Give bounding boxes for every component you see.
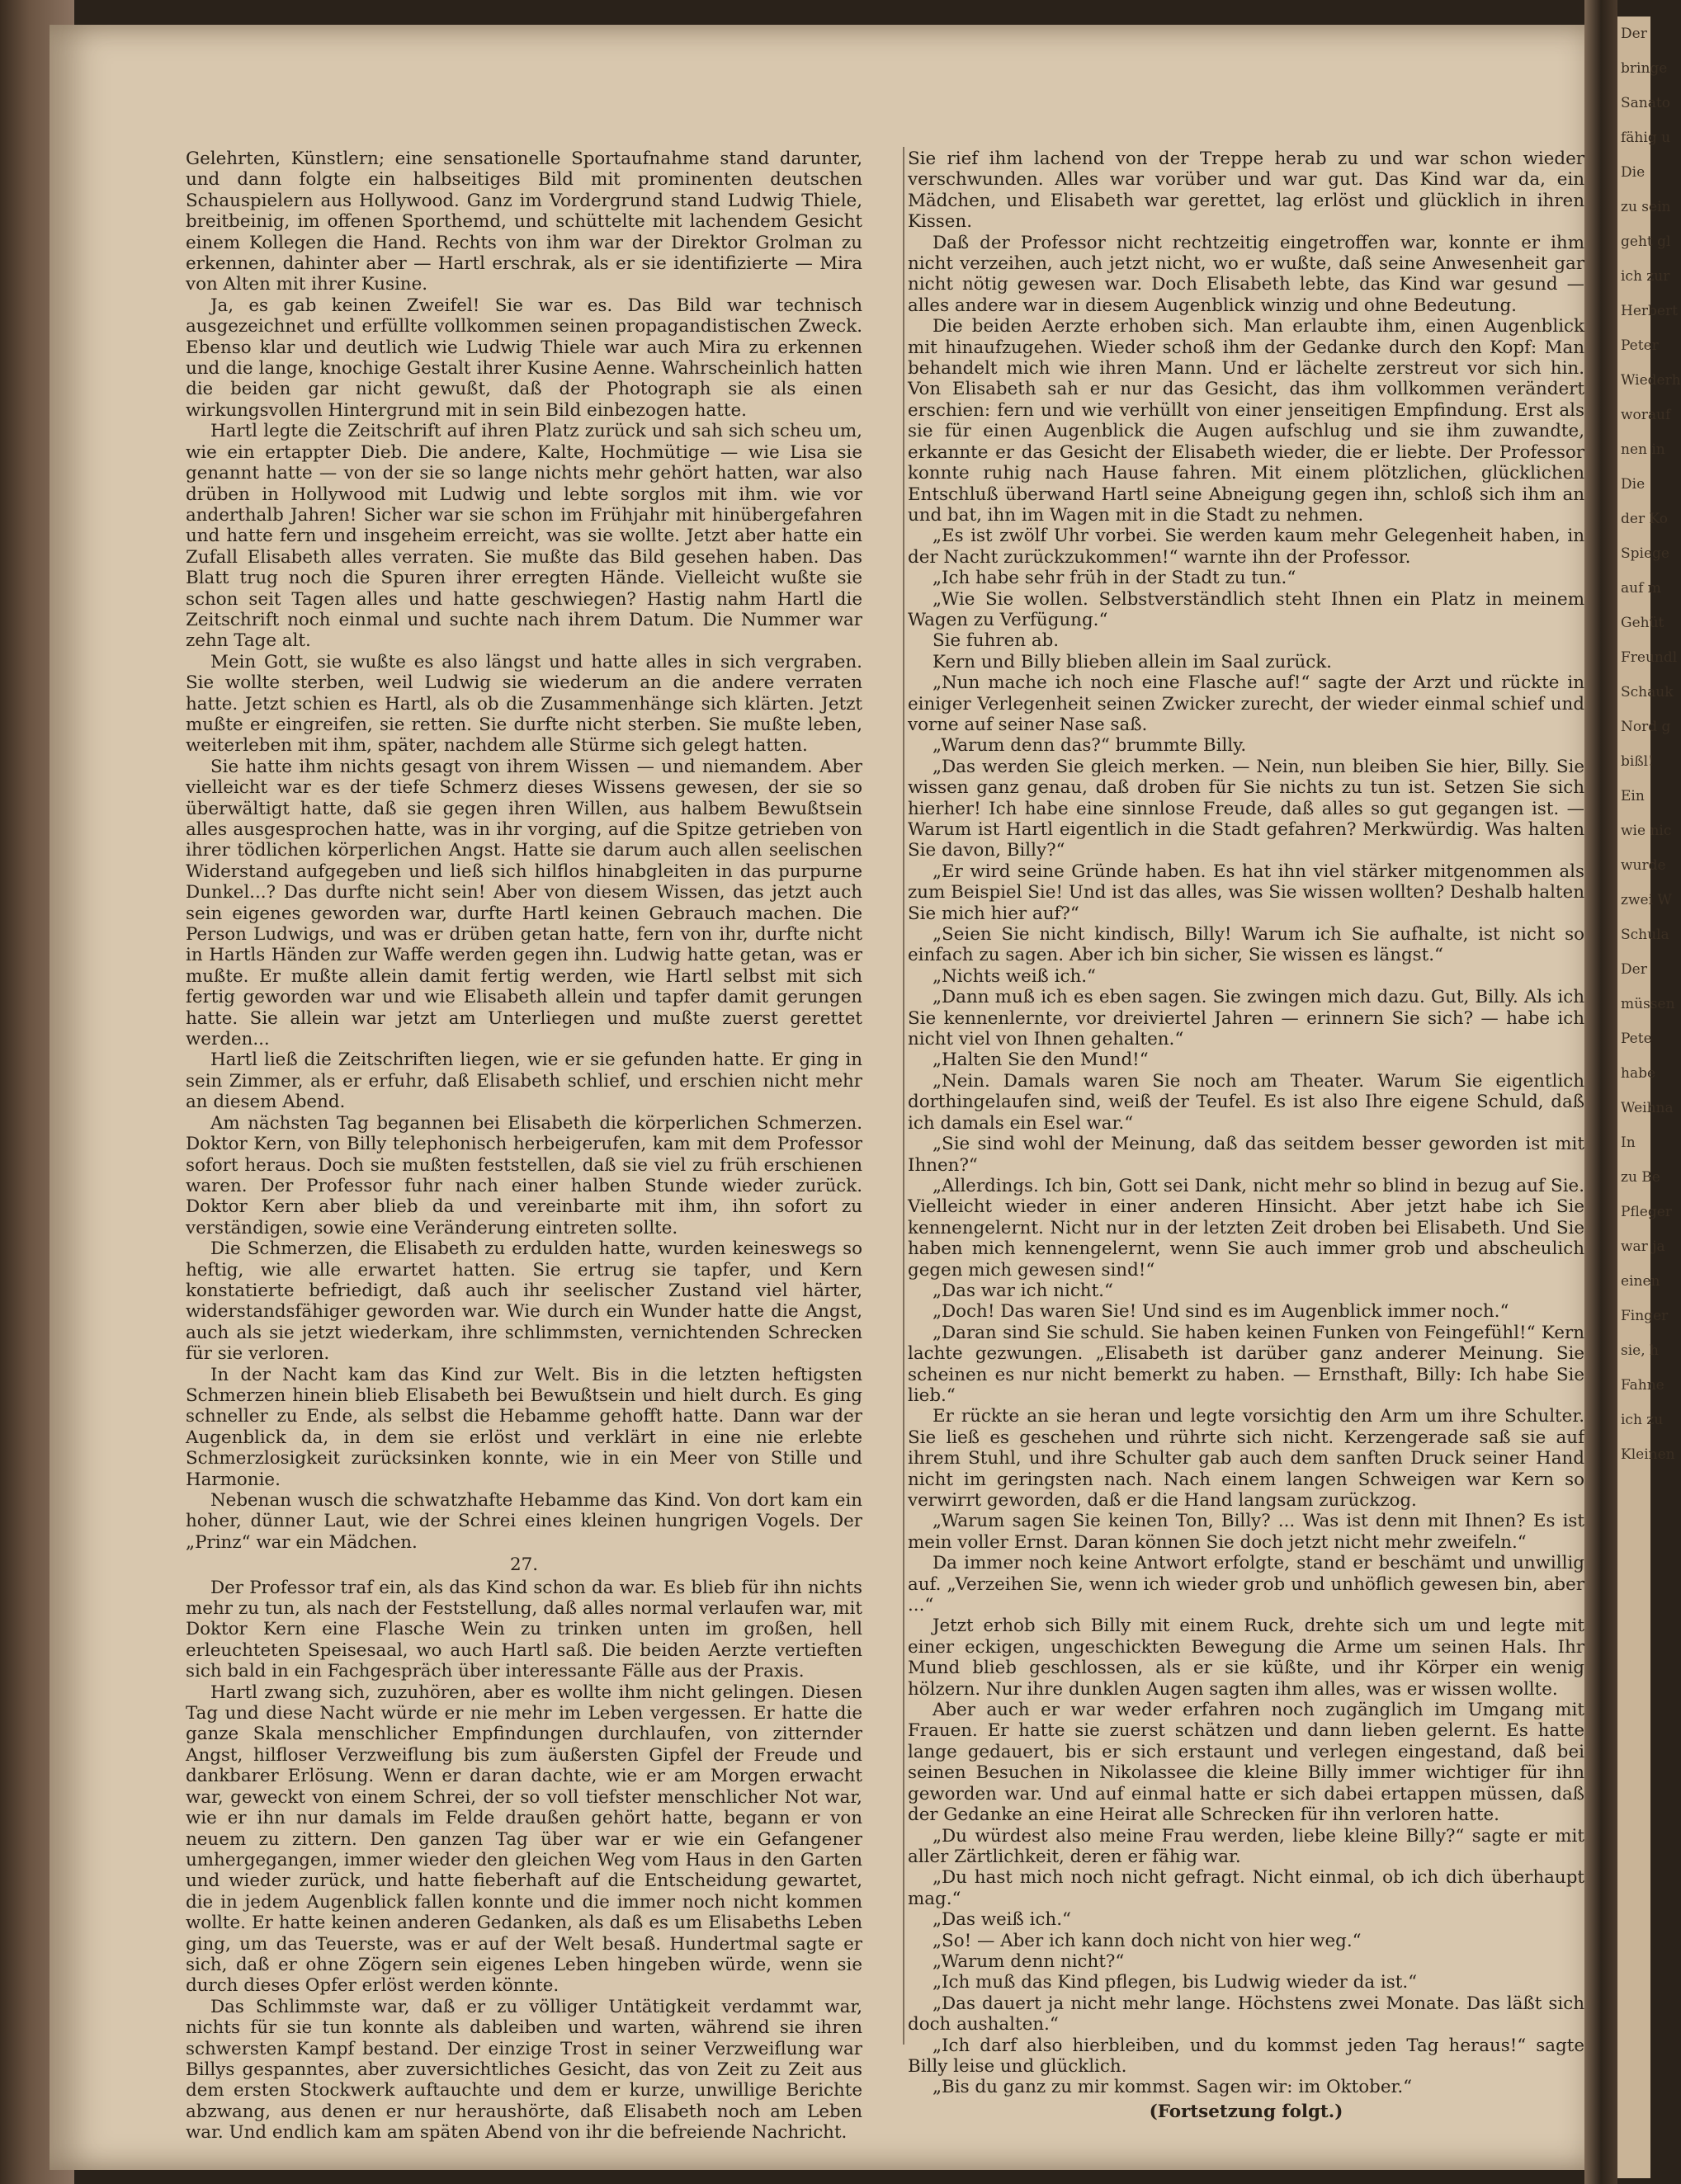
paragraph: „Das werden Sie gleich merken. — Nein, nun bleiben Sie hier, Billy. Sie wissen ganz genau, daß droben für Sie nichts zu tun ist. Setzen Sie sich hierher! Ich habe eine sinnlose Freude, daß alles so gut gegangen ist. — Warum ist Hartl eigentlich in die Stadt gefahren? Merkwürdig. Was halten Sie davon, Billy?“ xyxy=(908,756,1584,861)
adjacent-page-text-fragment: wurde xyxy=(1621,857,1666,874)
paragraph: „Du würdest also meine Frau werden, liebe kleine Billy?“ sagte er mit aller Zärtlichkeit, deren er fähig war. xyxy=(908,1825,1584,1867)
paragraph: Der Professor traf ein, als das Kind schon da war. Es blieb für ihn nichts mehr zu tun, als nach der Feststellung, daß alles normal verlaufen war, mit Doktor Kern eine Flasche Wein zu trinken unten im großen, hell erleuchteten Speisesaal, wo auch Hartl saß. Die beiden Aerzte vertieften sich bald in ein Fachgespräch über interessante Fälle aus der Praxis. xyxy=(186,1577,862,1682)
paragraph: „Wie Sie wollen. Selbstverständlich steht Ihnen ein Platz in meinem Wagen zu Verfügung.“ xyxy=(908,588,1584,630)
adjacent-page-text-fragment: müssen xyxy=(1621,996,1675,1012)
paragraph: „Sie sind wohl der Meinung, daß das seitdem besser geworden ist mit Ihnen?“ xyxy=(908,1134,1584,1176)
paragraph: Sie rief ihm lachend von der Treppe herab zu und war schon wieder verschwunden. Alles war vorüber und war gut. Das Kind war da, ein Mädchen, und Elisabeth war gerettet, lag erlöst und glücklich in ihren Kissen. xyxy=(908,149,1584,233)
paragraph: „Ich muß das Kind pflegen, bis Ludwig wieder da ist.“ xyxy=(932,1972,1418,1993)
paragraph: „Seien Sie nicht kindisch, Billy! Warum ich Sie aufhalte, ist nicht so einfach zu sagen. Aber ich bin sicher, Sie wissen es längst.“ xyxy=(908,924,1584,966)
adjacent-page-text-fragment: Kleinen xyxy=(1621,1446,1675,1463)
paragraph: Jetzt erhob sich Billy mit einem Ruck, drehte sich um und legte mit einer eckigen, ungeschickten Bewegung die Arme um seinen Hals. Ihr Mund blieb geschlossen, als er sie küßte, und ihr Körper ein wenig hölzern. Nur ihre dunklen Augen sagten ihm alles, was er wissen wollte. xyxy=(908,1616,1584,1700)
paragraph: „Warum denn nicht?“ xyxy=(932,1951,1125,1972)
paragraph: Hartl ließ die Zeitschriften liegen, wie er sie gefunden hatte. Er ging in sein Zimmer, als er erfuhr, daß Elisabeth schlief, und erschien nicht mehr an diesem Abend. xyxy=(186,1050,862,1113)
paragraph: „Nichts weiß ich.“ xyxy=(932,965,1096,987)
paragraph: Die beiden Aerzte erhoben sich. Man erlaubte ihm, einen Augenblick mit hinaufzugehen. Wieder schoß ihm der Gedanke durch den Kopf: Man behandelt mich wie ihren Mann. Und er lächelte zerstreut vor sich hin. Von Elisabeth sah er nur das Gesicht, das ihm vollkommen verändert erschien: fern und wie verhüllt von einer jenseitigen Empfindung. Erst als sie für einen Augenblick die Augen aufschlug und sie ihm zuwandte, erkannte er das Gesicht der Elisabeth wieder, die er liebte. Der Professor konnte ruhig nach Hause fahren. Mit einem plötzlichen, glücklichen Entschluß überwand Hartl seine Abneigung gegen ihn, schloß sich ihm an und bat, ihn im Wagen mit in die Stadt zu nehmen. xyxy=(908,316,1584,526)
adjacent-page-text-fragment: Weihna xyxy=(1621,1100,1674,1116)
paragraph: Hartl zwang sich, zuzuhören, aber es wollte ihm nicht gelingen. Diesen Tag und diese Nacht würde er nie mehr im Leben vergessen. Er hatte die ganze Skala menschlicher Empfindungen durchlaufen, von zitternder Angst, hilfloser Verzweiflung bis zum äußersten Gipfel der Freude und dankbarer Erlösung. Wenn er daran dachte, wie er am Morgen erwacht war, geweckt von einem Schrei, der so voll tiefster menschlicher Not war, wie er ihn nur damals im Felde draußen gehört hatte, begann er von neuem zu zittern. Den ganzen Tag über war er wie ein Gefangener umhergegangen, immer wieder den gleichen Weg vom Haus in den Garten und wieder zurück, und hatte fieberhaft auf die Entscheidung gewartet, die in jedem Augenblick fallen konnte und die immer noch nicht kommen wollte. Er hatte keinen anderen Gedanken, als daß es um Elisabeths Leben ging, um das Teuerste, was er auf der Welt besaß. Hundertmal sagte er sich, daß er ohne Zögern sein eigenes Leben hingeben würde, wenn sie durch dieses Opfer erlöst werden könnte. xyxy=(186,1682,862,1997)
adjacent-page-text-fragment: auf m xyxy=(1621,580,1661,597)
chapter-number: 27. xyxy=(509,1554,539,1576)
adjacent-page-text-fragment: Finger xyxy=(1621,1308,1669,1324)
adjacent-page-text-fragment: ich zur xyxy=(1621,268,1670,285)
adjacent-page-text-fragment: Der xyxy=(1621,961,1647,978)
paragraph: „Daran sind Sie schuld. Sie haben keinen Funken von Feingefühl!“ Kern lachte gezwungen. „Elisabeth ist darüber ganz anderer Meinung. Sie scheinen es nur nicht bemerkt zu haben. — Ernsthaft, Billy: Ich habe Sie lieb.“ xyxy=(908,1322,1584,1406)
paragraph: „Er wird seine Gründe haben. Es hat ihn viel stärker mitgenommen als zum Beispiel Sie! Und ist das alles, was Sie wissen wollten? Deshalb halten Sie mich hier auf?“ xyxy=(908,861,1584,924)
adjacent-page-text-fragment: Pete xyxy=(1621,1031,1652,1047)
paragraph: „Warum sagen Sie keinen Ton, Billy? ... Was ist denn mit Ihnen? Es ist mein voller Ernst. Daran können Sie doch jetzt nicht mehr zweifeln.“ xyxy=(908,1511,1584,1553)
adjacent-page-edge xyxy=(1617,17,1681,2178)
continuation-note: (Fortsetzung folgt.) xyxy=(1149,2101,1343,2122)
adjacent-page-text-fragment: Fahne xyxy=(1621,1377,1664,1394)
paragraph: „Warum denn das?“ brummte Billy. xyxy=(932,735,1247,757)
paragraph: Da immer noch keine Antwort erfolgte, stand er beschämt und unwillig auf. „Verzeihen Sie, wenn ich wieder grob und unhöflich gewesen bin, aber ...“ xyxy=(908,1553,1584,1616)
adjacent-page-text-fragment: zu Be xyxy=(1621,1169,1660,1186)
adjacent-page-text-fragment: Die xyxy=(1621,164,1646,181)
paragraph: „Bis du ganz zu mir kommst. Sagen wir: im Oktober.“ xyxy=(932,2077,1413,2098)
adjacent-page-text-fragment: Freundl xyxy=(1621,649,1678,666)
paragraph: Gelehrten, Künstlern; eine sensationelle Sportaufnahme stand darunter, und dann folgte ein halbseitiges Bild mit prominenten deutschen Schauspielern aus Hollywood. Ganz im Vordergrund stand Ludwig Thiele, breitbeinig, im offenen Sporthemd, und schüttelte mit lachendem Gesicht einem Kollegen die Hand. Rechts von ihm war der Direktor Grolman zu erkennen, dahinter aber — Hartl erschrak, als er sie identifizierte — Mira von Alten mit ihrer Kusine. xyxy=(186,149,862,295)
paragraph: „So! — Aber ich kann doch nicht von hier weg.“ xyxy=(932,1930,1362,1951)
adjacent-page-text-fragment: einen xyxy=(1621,1273,1660,1290)
paragraph: „Nun mache ich noch eine Flasche auf!“ sagte der Arzt und rückte in einiger Verlegenheit seinen Zwicker zurecht, der wieder einmal schief und vorne auf seiner Nase saß. xyxy=(908,672,1584,735)
adjacent-page-text-fragment: In xyxy=(1621,1134,1636,1151)
paragraph: „Doch! Das waren Sie! Und sind es im Augenblick immer noch.“ xyxy=(932,1301,1509,1323)
adjacent-page-text-fragment: Sanato xyxy=(1621,95,1670,111)
right-text-column xyxy=(908,149,1584,2122)
adjacent-page-text-fragment: zwei W xyxy=(1621,892,1672,908)
left-text-column xyxy=(186,149,862,2144)
adjacent-page-text-fragment: geht gl xyxy=(1621,233,1671,250)
paragraph: „Es ist zwölf Uhr vorbei. Sie werden kaum mehr Gelegenheit haben, in der Nacht zurückzukommen!“ warnte ihn der Professor. xyxy=(908,526,1584,568)
paragraph: „Das dauert ja nicht mehr lange. Höchstens zwei Monate. Das läßt sich doch aushalten.“ xyxy=(908,1993,1584,2035)
paragraph: „Du hast mich noch nicht gefragt. Nicht einmal, ob ich dich überhaupt mag.“ xyxy=(908,1867,1584,1909)
adjacent-page-text-fragment: wie nic xyxy=(1621,823,1672,839)
adjacent-page-text-fragment: fähig u xyxy=(1621,130,1671,146)
paragraph: Ja, es gab keinen Zweifel! Sie war es. Das Bild war technisch ausgezeichnet und erfüllte vollkommen seinen propagandistischen Zweck. Ebenso klar und deutlich wie Ludwig Thiele war auch Mira zu erkennen und die lange, knochige Gestalt ihrer Kusine Aenne. Wahrscheinlich hatten die beiden gar nicht gewußt, daß der Photograph sie als einen wirkungsvollen Hintergrund mit in sein Bild einbezogen hatte. xyxy=(186,295,862,421)
adjacent-page-text-fragment: bringe xyxy=(1621,60,1668,77)
adjacent-page-text-fragment: Schula xyxy=(1621,927,1669,943)
adjacent-page-text-fragment: bißl! xyxy=(1621,753,1654,770)
adjacent-page-text-fragment: Herbert xyxy=(1621,303,1678,319)
adjacent-page-text-fragment: Schauk xyxy=(1621,684,1674,700)
adjacent-page-text-fragment: Nord g xyxy=(1621,719,1671,735)
adjacent-page-text-fragment: Die xyxy=(1621,476,1646,493)
adjacent-page-text-fragment: Wiederh xyxy=(1621,372,1681,389)
adjacent-page-text-fragment: war ja xyxy=(1621,1238,1665,1255)
paragraph: In der Nacht kam das Kind zur Welt. Bis in die letzten heftigsten Schmerzen hinein blieb Elisabeth bei Bewußtsein und hielt durch. Es ging schneller zu Ende, als selbst die Hebamme gehofft hatte. Dann war der Augenblick da, in dem sie erlöst und verklärt in eine nie erlebte Schmerzlosigkeit zurücksinken konnte, wie in ein Meer von Stille und Harmonie. xyxy=(186,1364,862,1490)
adjacent-page-text-fragment: worauf xyxy=(1621,407,1671,423)
paragraph: „Ich habe sehr früh in der Stadt zu tun.“ xyxy=(932,568,1296,589)
adjacent-page-text-fragment: zu sein xyxy=(1621,199,1671,215)
paragraph: Mein Gott, sie wußte es also längst und hatte alles in sich vergraben. Sie wollte sterben, weil Ludwig sie wiederum an die andere verraten hatte. Jetzt schien es Hartl, als ob die Zusammenhänge sich klärten. Jetzt mußte er eingreifen, sie retten. Sie durfte nicht sterben. Sie mußte leben, weiterleben mit ihm, später, nachdem alle Stürme sich gelegt hatten. xyxy=(186,651,862,757)
paragraph: „Das weiß ich.“ xyxy=(932,1909,1071,1931)
paragraph: Aber auch er war weder erfahren noch zugänglich im Umgang mit Frauen. Er hatte sie zuerst schätzen und dann lieben gelernt. Es hatte lange gedauert, bis er sich erstaunt und verlegen eingestand, daß bei seinen Besuchen in Nikolassee die kleine Billy immer wichtiger für ihn geworden war. Und auf einmal hatte er sich dabei ertappen müssen, daß der Gedanke an eine Heirat alle Schrecken für ihn verloren hatte. xyxy=(908,1700,1584,1826)
paragraph: Er rückte an sie heran und legte vorsichtig den Arm um ihre Schulter. Sie ließ es geschehen und rührte sich nicht. Kerzengerade saß sie auf ihrem Stuhl, und ihre Schulter gab auch dem sanften Druck seiner Hand nicht im geringsten nach. Nach einem langen Schweigen war Kern so verwirrt geworden, daß er die Hand langsam zurückzog. xyxy=(908,1406,1584,1511)
paragraph: Daß der Professor nicht rechtzeitig eingetroffen war, konnte er ihm nicht verzeihen, auch jetzt nicht, wo er wußte, daß seine Anwesenheit gar nicht nötig gewesen war. Doch Elisabeth lebte, das Kind war gesund — alles andere war in diesem Augenblick winzig und ohne Bedeutung. xyxy=(908,232,1584,316)
paragraph: Das Schlimmste war, daß er zu völliger Untätigkeit verdammt war, nichts für sie tun konnte als dableiben und warten, während sie ihren schwersten Kampf bestand. Der einzige Trost in seiner Verzweiflung war Billys gespanntes, aber zuversichtliches Gesicht, das von Zeit zu Zeit aus dem ersten Stockwerk auftauchte und dem er kurze, unwillige Berichte abzwang, aus denen er nur heraushörte, daß Elisabeth noch am Leben war. Und endlich kam am späten Abend von ihr die befreiende Nachricht. xyxy=(186,1996,862,2144)
paragraph: Kern und Billy blieben allein im Saal zurück. xyxy=(932,651,1332,672)
adjacent-page-text-fragment: Peter xyxy=(1621,337,1659,354)
paragraph: Sie fuhren ab. xyxy=(932,630,1060,652)
paragraph: „Dann muß ich es eben sagen. Sie zwingen mich dazu. Gut, Billy. Als ich Sie kennenlernte, vor dreiviertel Jahren — erinnern Sie sich? — habe ich nicht viel von Ihnen gehalten.“ xyxy=(908,987,1584,1050)
paragraph: Am nächsten Tag begannen bei Elisabeth die körperlichen Schmerzen. Doktor Kern, von Billy telephonisch herbeigerufen, kam mit dem Professor sofort heraus. Doch sie mußten feststellen, daß sie viel zu früh erschienen waren. Der Professor fuhr nach einer halben Stunde wieder zurück. Doktor Kern aber blieb da und vereinbarte mit ihm, ihn sofort zu verständigen, sowie eine Veränderung eintreten sollte. xyxy=(186,1112,862,1238)
adjacent-page-text-fragment: der Ko xyxy=(1621,511,1668,527)
paragraph: Hartl legte die Zeitschrift auf ihren Platz zurück und sah sich scheu um, wie ein ertappter Dieb. Die andere, Kalte, Hochmütige — wie Lisa sie genannt hatte — von der sie so lange nichts mehr gehört hatten, war also drüben in Hollywood mit Ludwig und lebte sorglos mit ihm. wie vor anderthalb Jahren! Sicher war sie schon im Frühjahr mit hinübergefahren und hatte fern und insgeheim erreicht, was sie wollte. Jetzt aber hatte ein Zufall Elisabeth alles verraten. Sie mußte das Bild gesehen haben. Das Blatt trug noch die Spuren ihrer erregten Hände. Vielleicht wußte sie schon seit Tagen alles und hatte geschwiegen? Hastig nahm Hartl die Zeitschrift noch einmal und suchte nach ihrem Datum. Die Nummer war zehn Tage alt. xyxy=(186,421,862,652)
column-divider xyxy=(903,147,904,2045)
adjacent-page-text-fragment: sie, h xyxy=(1621,1342,1659,1359)
paragraph: Sie hatte ihm nichts gesagt von ihrem Wissen — und niemandem. Aber vielleicht war es der tiefe Schmerz dieses Wissens gewesen, der sie so überwältigt hatte, daß sie gegen ihren Willen, aus halbem Bewußtsein alles ausgesprochen hatte, was in ihr vorging, auf die Spitze getrieben von ihrer tödlichen körperlichen Angst. Hatte sie darum auch allen seelischen Widerstand aufgegeben und ließ sich hilflos hinabgleiten in das purpurne Dunkel...? Das durfte nicht sein! Aber von diesem Wissen, das jetzt auch sein eigenes geworden war, durfte Hartl keinen Gebrauch machen. Die Person Ludwigs, und was er drüben getan hatte, fern von ihr, durfte nicht in Hartls Händen zur Waffe werden gegen ihn. Ludwig hatte getan, was er mußte. Er mußte allein damit fertig werden, wie Hartl selbst mit sich fertig geworden war und wie Elisabeth allein und tapfer damit gerungen hatte. Sie allein war jetzt am Unterliegen und mußte zuerst gerettet werden... xyxy=(186,756,862,1050)
adjacent-page-text-fragment: Spiege xyxy=(1621,545,1669,562)
adjacent-page-text-fragment: habe xyxy=(1621,1065,1656,1082)
adjacent-page-text-fragment: ich zu xyxy=(1621,1412,1664,1428)
adjacent-page-text-fragment: Pfleger xyxy=(1621,1204,1672,1220)
paragraph: „Allerdings. Ich bin, Gott sei Dank, nicht mehr so blind in bezug auf Sie. Vielleicht wieder in einer anderen Hinsicht. Aber jetzt habe ich Sie kennengelernt. Nicht nur in der letzten Zeit droben bei Elisabeth. Und Sie haben mich kennengelernt, wenn Sie auch immer grob und abscheulich gegen mich gewesen sind!“ xyxy=(908,1175,1584,1281)
paragraph: „Das war ich nicht.“ xyxy=(932,1280,1113,1301)
adjacent-page-text-fragment: Der xyxy=(1621,26,1647,42)
paragraph: „Nein. Damals waren Sie noch am Theater. Warum Sie eigentlich dorthingelaufen sind, weiß der Teufel. Es ist also Ihre eigene Schuld, daß ich damals ein Esel war.“ xyxy=(908,1070,1584,1134)
adjacent-page-text-fragment: nen in xyxy=(1621,441,1665,458)
paragraph: „Ich darf also hierbleiben, und du kommst jeden Tag heraus!“ sagte Billy leise und glücklich. xyxy=(908,2035,1584,2077)
adjacent-page-text-fragment: Gehüt xyxy=(1621,615,1664,631)
paragraph: „Halten Sie den Mund!“ xyxy=(932,1050,1149,1071)
book-gutter xyxy=(1584,0,1617,2184)
paragraph: Die Schmerzen, die Elisabeth zu erdulden hatte, wurden keineswegs so heftig, wie alle erwartet hatten. Sie ertrug sie tapfer, und Kern konstatierte befriedigt, daß auch ihr seelischer Zustand viel härter, widerstandsfähiger geworden war. Wie durch ein Wunder hatte die Angst, auch als sie jetzt wiederkam, ihre schlimmsten, vernichtenden Schrecken für sie verloren. xyxy=(186,1238,862,1365)
paragraph: Nebenan wusch die schwatzhafte Hebamme das Kind. Von dort kam ein hoher, dünner Laut, wie der Schrei eines kleinen hungrigen Vogels. Der „Prinz“ war ein Mädchen. xyxy=(186,1490,862,1553)
adjacent-page-text-fragment: Ein xyxy=(1621,788,1645,804)
